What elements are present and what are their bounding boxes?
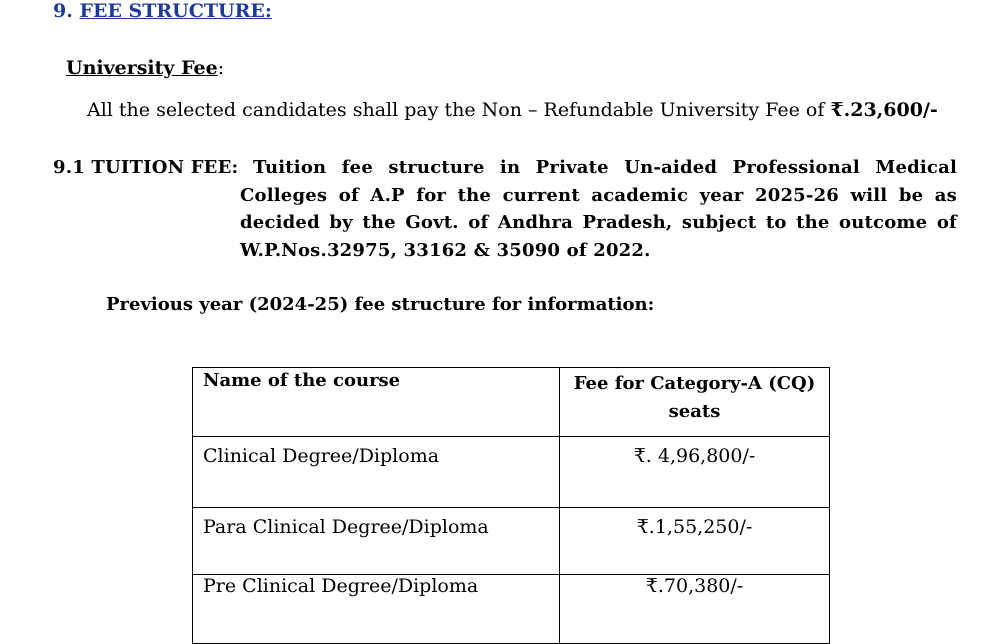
university-fee-amount: ₹.23,600/-: [830, 99, 938, 121]
table-row: [193, 437, 830, 508]
table-row: [193, 575, 830, 644]
section-heading: 9. FEE STRUCTURE:: [53, 0, 272, 22]
university-fee-heading-text: University Fee: [66, 57, 218, 79]
university-fee-text: All the selected candidates shall pay the Non – Refundable University Fee of: [87, 99, 831, 121]
header-fee: Fee for Category-A (CQ) seats: [560, 368, 830, 437]
course-cell: Para Clinical Degree/Diploma: [193, 508, 560, 575]
university-fee-heading: University Fee:: [66, 57, 225, 79]
previous-year-caption: Previous year (2024-25) fee structure for information:: [106, 294, 655, 315]
section-number: 9: [53, 0, 67, 22]
course-cell: Pre Clinical Degree/Diploma: [193, 575, 560, 644]
fee-cell: ₹. 4,96,800/-: [560, 437, 830, 508]
section-title-link[interactable]: FEE STRUCTURE:: [79, 0, 272, 22]
university-fee-paragraph: [87, 99, 938, 121]
table-row: [193, 508, 830, 575]
fee-table: [192, 367, 830, 644]
table-header-row: [193, 368, 830, 437]
fee-cell: ₹.1,55,250/-: [560, 508, 830, 575]
header-course: Name of the course: [193, 368, 560, 437]
course-cell: Clinical Degree/Diploma: [193, 437, 560, 508]
fee-cell: ₹.70,380/-: [560, 575, 830, 644]
tuition-fee-text: Tuition fee structure in Private Un-aided Professional Medical Colleges of A.P for the current academic year 2025-26 will be as decided by the Govt. of Andhra Pradesh, subject to the outcome of W.P.Nos.32975, 33162 & 35090 of 2022.: [240, 157, 957, 261]
tuition-fee-label: 9.1 TUITION FEE:: [53, 157, 239, 178]
